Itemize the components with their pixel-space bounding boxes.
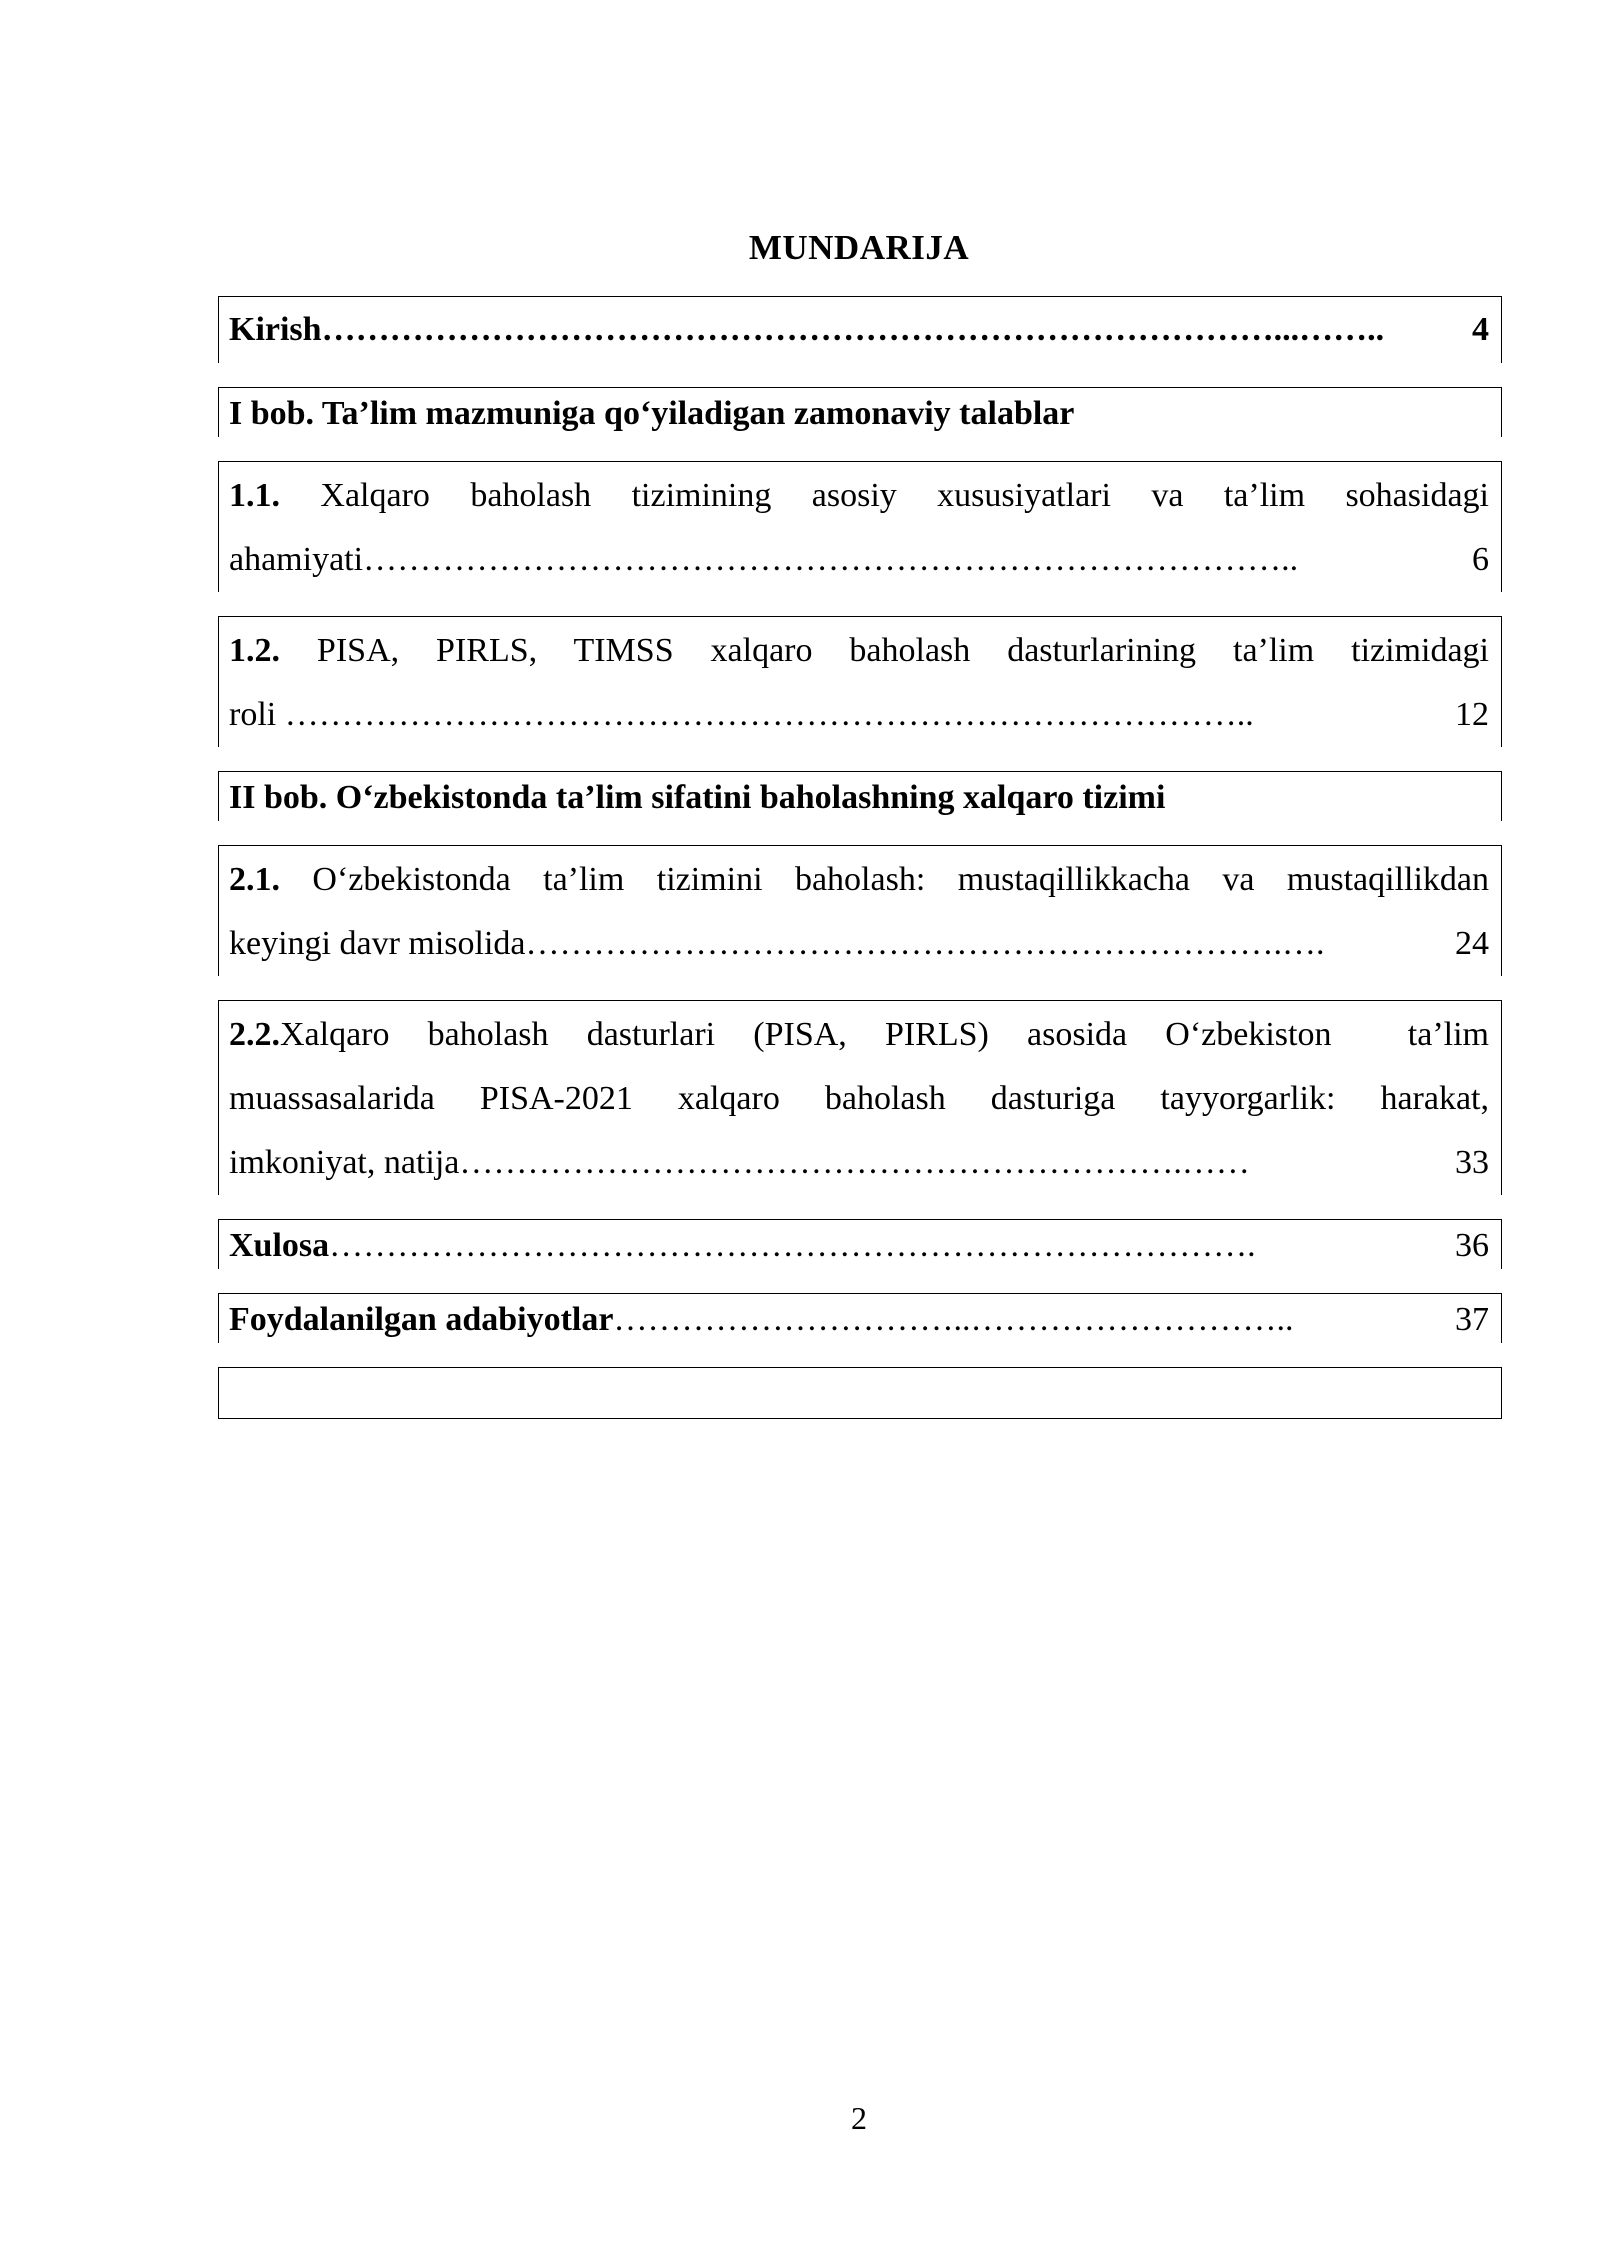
leader-dots: ……………………………………………………………………….: [329, 1227, 1256, 1264]
toc-entry-2-1: [218, 845, 1502, 976]
entry-label: Foydalanilgan adabiyotlar: [229, 1301, 614, 1338]
section-title-line-1: Xalqaro baholash tizimining asosiy xususiyatlari va ta’lim sohasidagi: [280, 477, 1489, 514]
toc-entry-1-1: [218, 461, 1502, 592]
section-title-line-1: O‘zbekistonda ta’lim tizimini baholash: mustaqillikkacha va mustaqillikdan: [280, 861, 1489, 898]
section-number: 2.2.: [229, 1016, 280, 1053]
section-number: 2.1.: [229, 861, 280, 898]
toc-entry-kirish: [218, 296, 1502, 363]
entry-page-number: 12: [1455, 696, 1489, 733]
toc-chapter-1: [218, 387, 1502, 437]
toc-empty-row: [218, 1367, 1502, 1419]
toc-chapter-2: [218, 771, 1502, 821]
leader-dots: ………………………………………………………….….: [525, 925, 1325, 962]
section-number: 1.2.: [229, 632, 280, 669]
page-number: 2: [851, 2100, 867, 2136]
section-title-line-2: muassasalarida PISA-2021 xalqaro baholash dasturiga tayyorgarlik: harakat,: [229, 1080, 1489, 1117]
entry-page-number: 37: [1455, 1301, 1489, 1338]
entry-page-number: 4: [1472, 311, 1489, 348]
leader-dots: …………………………………………………………………………..: [284, 696, 1254, 733]
section-title-line-2: roli: [229, 696, 285, 733]
section-number: 1.1.: [229, 477, 280, 514]
entry-label: Xulosa: [229, 1227, 330, 1264]
section-title-line-2: ahamiyati: [229, 541, 364, 578]
chapter-title: II bob. O‘zbekistonda ta’lim sifatini baholashning xalqaro tizimi: [229, 779, 1166, 816]
leader-dots: ………………………………………………………………………..: [363, 541, 1299, 578]
leader-dots: ……………………………………………………….……: [459, 1144, 1250, 1181]
entry-page-number: 33: [1455, 1144, 1489, 1181]
toc-entry-adabiyotlar: [218, 1293, 1502, 1343]
entry-page-number: 36: [1455, 1227, 1489, 1264]
toc-entry-1-2: [218, 616, 1502, 747]
toc-entry-xulosa: [218, 1219, 1502, 1269]
section-title-line-1: Xalqaro baholash dasturlari (PISA, PIRLS) asosida O‘zbekiston ta’lim: [280, 1016, 1489, 1053]
entry-page-number: 24: [1455, 925, 1489, 962]
toc-heading: MUNDARIJA: [748, 228, 970, 267]
entry-label: Kirish: [229, 311, 322, 348]
toc-entry-2-2: [218, 1000, 1502, 1195]
section-title-line-2: keyingi davr misolida: [229, 925, 526, 962]
section-title-line-1: PISA, PIRLS, TIMSS xalqaro baholash dasturlarining ta’lim tizimidagi: [280, 632, 1489, 669]
table-of-contents: [218, 296, 1502, 1443]
leader-dots: …………………………..………………………..: [613, 1301, 1294, 1338]
chapter-title: I bob. Ta’lim mazmuniga qo‘yiladigan zamonaviy talablar: [229, 395, 1075, 432]
section-title-line-3: imkoniyat, natija: [229, 1144, 460, 1181]
leader-dots: …………………………………………………………………………...……..: [321, 311, 1385, 348]
entry-page-number: 6: [1472, 541, 1489, 578]
